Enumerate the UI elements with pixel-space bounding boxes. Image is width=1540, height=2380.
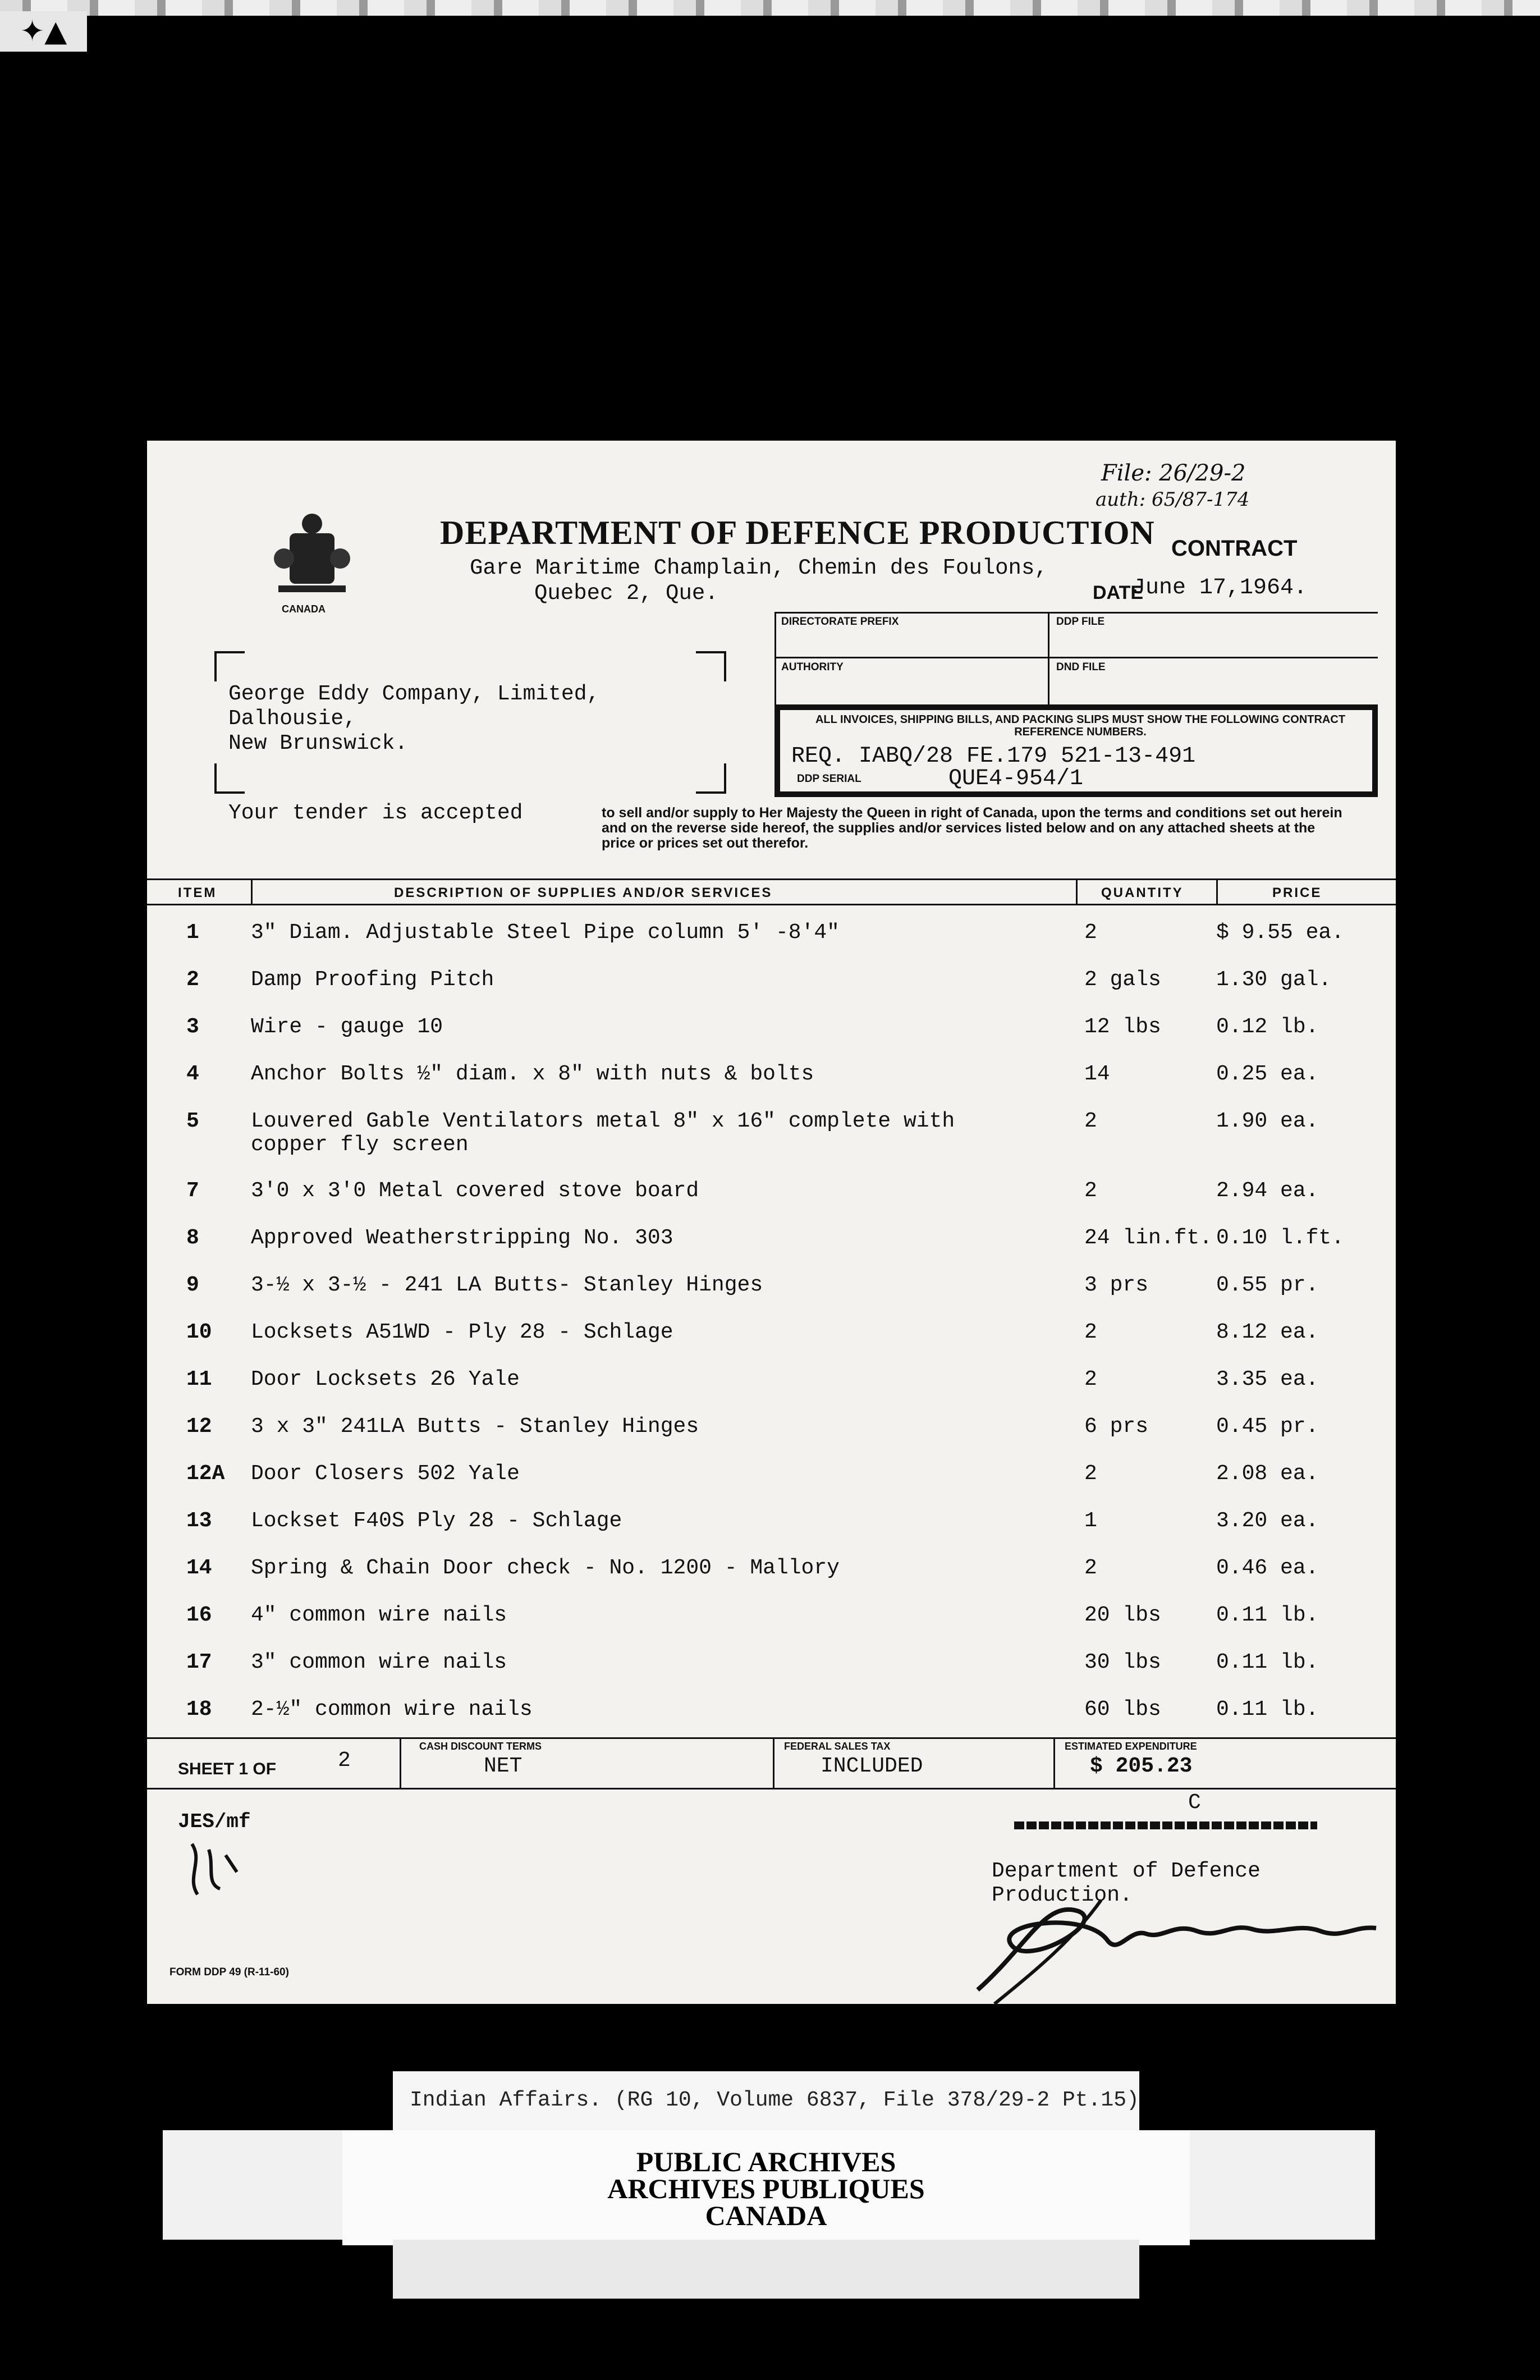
table-row: [147, 1015, 1396, 1062]
expenditure-label: ESTIMATED EXPENDITURE: [1065, 1741, 1197, 1752]
stamp-line2: ARCHIVES PUBLIQUES: [607, 2173, 925, 2204]
item-cell: 1: [186, 921, 199, 945]
signature-c-mark: C: [1188, 1791, 1201, 1815]
contract-reference-box: [774, 704, 1378, 797]
description-cell: Spring & Chain Door check - No. 1200 - Mallory: [251, 1556, 840, 1580]
table-header-bottom-line: [147, 904, 1396, 905]
table-row: [147, 1062, 1396, 1109]
col-item-header: ITEM: [178, 885, 217, 900]
tender-accepted: Your tender is accepted: [228, 801, 523, 825]
address-bracket-top-right: [696, 651, 726, 681]
price-cell: 0.46 ea.: [1216, 1556, 1319, 1580]
item-cell: 13: [186, 1509, 212, 1533]
sheet-total: 2: [338, 1749, 351, 1773]
description-cell: 2-½" common wire nails: [251, 1697, 533, 1722]
price-cell: 0.25 ea.: [1216, 1062, 1319, 1086]
price-cell: 0.11 lb.: [1216, 1697, 1319, 1722]
official-signature-icon: [961, 1878, 1387, 2007]
col-price-header: PRICE: [1272, 885, 1322, 900]
table-header-divider-qty: [1216, 878, 1218, 904]
ref-grid-left-line: [774, 612, 776, 704]
item-cell: 14: [186, 1556, 212, 1580]
ref-grid-top-line: [774, 612, 1378, 614]
item-cell: 4: [186, 1062, 199, 1086]
item-cell: 5: [186, 1109, 199, 1133]
quantity-cell: 24 lin.ft.: [1084, 1226, 1213, 1250]
table-row: [147, 1109, 1396, 1156]
scan-corner-mark: ✦▲: [0, 11, 87, 52]
description-cell: Lockset F40S Ply 28 - Schlage: [251, 1509, 622, 1533]
quantity-cell: 20 lbs: [1084, 1603, 1161, 1627]
price-cell: $ 9.55 ea.: [1216, 921, 1345, 945]
description-cell: Door Closers 502 Yale: [251, 1462, 520, 1486]
department-address-line1: Gare Maritime Champlain, Chemin des Foulons,: [470, 556, 1048, 580]
ddp-serial-label: DDP SERIAL: [797, 773, 861, 785]
addressee-line2: Dalhousie,: [228, 707, 357, 731]
canada-crest-icon: [273, 508, 351, 598]
address-bracket-bottom-right: [696, 763, 726, 794]
authority-label: AUTHORITY: [781, 661, 844, 673]
table-row: [147, 1415, 1396, 1462]
quantity-cell: 2: [1084, 1320, 1097, 1344]
price-cell: 0.11 lb.: [1216, 1603, 1319, 1627]
quantity-cell: 2: [1084, 1179, 1097, 1203]
table-header-divider-desc: [1076, 878, 1078, 904]
table-row: [147, 1226, 1396, 1273]
item-cell: 16: [186, 1603, 212, 1627]
description-cell: Approved Weatherstripping No. 303: [251, 1226, 673, 1250]
quantity-cell: 30 lbs: [1084, 1650, 1161, 1674]
description-cell: Door Locksets 26 Yale: [251, 1367, 520, 1392]
directorate-prefix-label: DIRECTORATE PREFIX: [781, 616, 899, 628]
quantity-cell: 2: [1084, 1109, 1097, 1133]
sales-tax-value: INCLUDED: [821, 1754, 923, 1778]
dnd-file-label: DND FILE: [1056, 661, 1106, 673]
department-title: DEPARTMENT OF DEFENCE PRODUCTION: [440, 514, 1155, 551]
footer-bottom-line: [147, 1788, 1396, 1789]
item-cell: 2: [186, 968, 199, 992]
item-cell: 3: [186, 1015, 199, 1039]
archive-stamp: [342, 2130, 1190, 2245]
ddp-file-label: DDP FILE: [1056, 616, 1105, 628]
quantity-cell: 2: [1084, 921, 1097, 945]
initials-signature-icon: [181, 1838, 248, 1900]
archive-stamp-strip: [163, 2130, 1375, 2240]
table-row: [147, 1367, 1396, 1415]
scan-bottom-strip: [393, 2240, 1139, 2299]
quantity-cell: 3 prs: [1084, 1273, 1149, 1297]
description-cell: Anchor Bolts ½" diam. x 8" with nuts & bolts: [251, 1062, 814, 1086]
cash-discount-label: CASH DISCOUNT TERMS: [419, 1741, 542, 1752]
addressee-line3: New Brunswick.: [228, 731, 408, 756]
addressee-line1: George Eddy Company, Limited,: [228, 682, 600, 706]
contract-label: CONTRACT: [1171, 536, 1298, 561]
col-desc-header: DESCRIPTION OF SUPPLIES AND/OR SERVICES: [394, 885, 773, 900]
archive-citation-strip: [393, 2071, 1139, 2133]
description-cell: Louvered Gable Ventilators metal 8" x 16" complete with: [251, 1109, 955, 1133]
price-cell: 0.10 l.ft.: [1216, 1226, 1345, 1250]
description-cell: Damp Proofing Pitch: [251, 968, 494, 992]
sales-tax-label: FEDERAL SALES TAX: [784, 1741, 891, 1752]
table-header-top-line: [147, 878, 1396, 880]
contract-terms: to sell and/or supply to Her Majesty the Queen in right of Canada, upon the terms and conditions set out herein and on the reverse side hereof, the supplies and/or services listed below and on any attached sheets at the price or prices set out therefor.: [602, 805, 1342, 851]
price-cell: 2.08 ea.: [1216, 1462, 1319, 1486]
struck-out-title: [1014, 1821, 1317, 1829]
address-bracket-top-left: [214, 651, 245, 681]
description-cell: Locksets A51WD - Ply 28 - Schlage: [251, 1320, 673, 1344]
item-cell: 12: [186, 1415, 212, 1439]
stamp-line3: CANADA: [705, 2200, 827, 2231]
item-cell: 8: [186, 1226, 199, 1250]
price-cell: 8.12 ea.: [1216, 1320, 1319, 1344]
date-label: DATE: [1093, 582, 1144, 603]
quantity-cell: 2: [1084, 1462, 1097, 1486]
table-row: [147, 1273, 1396, 1320]
price-cell: 1.30 gal.: [1216, 968, 1332, 992]
description-cell: 4" common wire nails: [251, 1603, 507, 1627]
form-number: FORM DDP 49 (R-11-60): [169, 1966, 289, 1978]
description-cell: 3" common wire nails: [251, 1650, 507, 1674]
table-row: [147, 1320, 1396, 1367]
reference-notice: ALL INVOICES, SHIPPING BILLS, AND PACKING SLIPS MUST SHOW THE FOLLOWING CONTRACT REFERENCE NUMBERS.: [815, 713, 1346, 738]
quantity-cell: 2: [1084, 1556, 1097, 1580]
price-cell: 0.45 pr.: [1216, 1415, 1319, 1439]
footer-top-line: [147, 1737, 1396, 1739]
cash-discount-value: NET: [484, 1754, 522, 1778]
item-cell: 17: [186, 1650, 212, 1674]
item-cell: 12A: [186, 1462, 225, 1486]
archive-citation: Indian Affairs. (RG 10, Volume 6837, File 378/29-2 Pt.15): [410, 2088, 1139, 2112]
footer-divider-2: [773, 1737, 774, 1788]
description-cell: 3" Diam. Adjustable Steel Pipe column 5' -8'4": [251, 921, 840, 945]
addressee-block: [228, 682, 599, 756]
table-header-divider-item: [251, 878, 253, 904]
contract-document: [147, 441, 1396, 2004]
price-cell: 0.55 pr.: [1216, 1273, 1319, 1297]
table-row: [147, 1179, 1396, 1226]
ddp-serial-value: QUE4-954/1: [948, 766, 1084, 791]
expenditure-value: $ 205.23: [1090, 1754, 1193, 1778]
item-cell: 9: [186, 1273, 199, 1297]
table-row: [147, 1603, 1396, 1650]
department-address-line2: Quebec 2, Que.: [534, 581, 718, 606]
price-cell: 2.94 ea.: [1216, 1179, 1319, 1203]
table-row: [147, 1556, 1396, 1603]
address-bracket-bottom-left: [214, 763, 245, 794]
scan-top-strip: [0, 0, 1540, 16]
footer-divider-1: [400, 1737, 401, 1788]
description-cell-continued: copper fly screen: [251, 1133, 469, 1157]
quantity-cell: 6 prs: [1084, 1415, 1149, 1439]
ref-grid-divider: [1048, 612, 1049, 704]
requisition-line: REQ. IABQ/28 FE.179 521-13-491: [791, 744, 1196, 769]
quantity-cell: 2 gals: [1084, 968, 1161, 992]
price-cell: 1.90 ea.: [1216, 1109, 1319, 1133]
typist-initials: JES/mf: [178, 1810, 251, 1833]
price-cell: 3.35 ea.: [1216, 1367, 1319, 1392]
footer-divider-3: [1053, 1737, 1055, 1788]
item-cell: 11: [186, 1367, 212, 1392]
description-cell: Wire - gauge 10: [251, 1015, 443, 1039]
quantity-cell: 2: [1084, 1367, 1097, 1392]
col-qty-header: QUANTITY: [1101, 885, 1184, 900]
date-value: June 17,1964.: [1132, 575, 1308, 601]
item-cell: 10: [186, 1320, 212, 1344]
description-cell: 3-½ x 3-½ - 241 LA Butts- Stanley Hinges: [251, 1273, 763, 1297]
item-cell: 18: [186, 1697, 212, 1722]
table-row: [147, 1650, 1396, 1697]
quantity-cell: 14: [1084, 1062, 1110, 1086]
quantity-cell: 1: [1084, 1509, 1097, 1533]
sheet-label: SHEET 1 OF: [178, 1760, 277, 1778]
description-cell: 3 x 3" 241LA Butts - Stanley Hinges: [251, 1415, 699, 1439]
handwritten-auth-note: auth: 65/87-174: [1096, 488, 1250, 511]
canada-label: CANADA: [282, 603, 326, 615]
table-row: [147, 921, 1396, 968]
handwritten-file-note: File: 26/29-2: [1101, 460, 1246, 486]
stamp-line1: PUBLIC ARCHIVES: [636, 2146, 896, 2177]
table-row: [147, 1462, 1396, 1509]
quantity-cell: 60 lbs: [1084, 1697, 1161, 1722]
signer-organization: Department of Defence Production.: [992, 1859, 1261, 1907]
price-cell: 0.11 lb.: [1216, 1650, 1319, 1674]
item-cell: 7: [186, 1179, 199, 1203]
quantity-cell: 12 lbs: [1084, 1015, 1161, 1039]
table-row: [147, 1509, 1396, 1556]
table-row: [147, 968, 1396, 1015]
ref-grid-mid-line: [774, 657, 1378, 658]
description-cell: 3'0 x 3'0 Metal covered stove board: [251, 1179, 699, 1203]
price-cell: 3.20 ea.: [1216, 1509, 1319, 1533]
price-cell: 0.12 lb.: [1216, 1015, 1319, 1039]
